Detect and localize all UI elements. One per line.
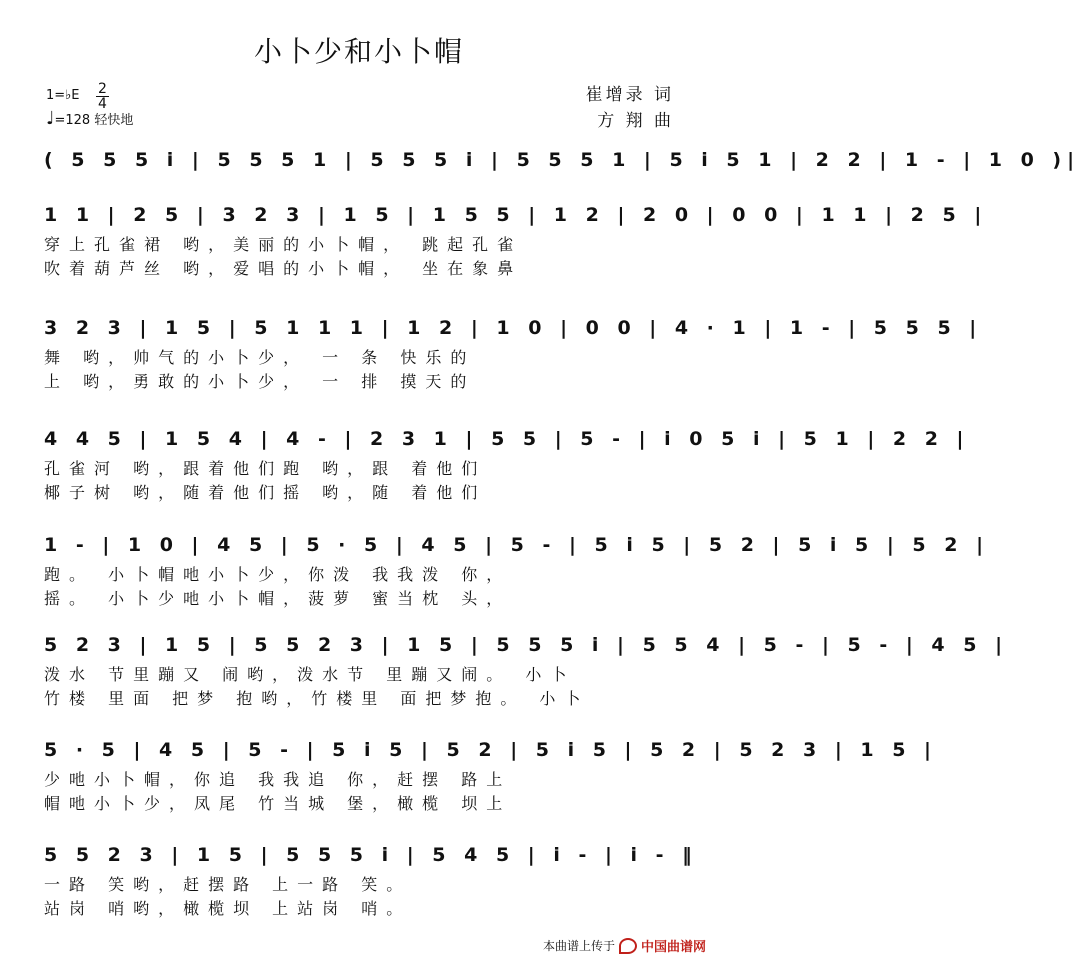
lyric-line: 跑。 小卜帽吔小卜少，你泼 我我泼 你，: [44, 565, 512, 584]
time-signature: [96, 82, 109, 111]
meter-bottom: 4: [98, 96, 107, 112]
notation-row: 5 2 3 | 1 5 | 5 5 2 3 | 1 5 | 5 5 5 i | 5 5 4 | 5 - | 5 - | 4 5 |: [44, 634, 1009, 656]
notation-row: 3 2 3 | 1 5 | 5 1 1 1 | 1 2 | 1 0 | 0 0 | 4 · 1 | 1 - | 5 5 5 |: [44, 317, 983, 339]
lyric-line: 少吔小卜帽，你追 我我追 你，赶摆 路上: [44, 770, 512, 789]
notation-row: 1 1 | 2 5 | 3 2 3 | 1 5 | 1 5 5 | 1 2 | 2 0 | 0 0 | 1 1 | 2 5 |: [44, 204, 988, 226]
lyric-line: 一路 笑哟，赶摆路 上一路 笑。: [44, 875, 412, 894]
page-title: 小卜少和小卜帽: [253, 35, 464, 68]
lyric-line: 椰子树 哟，随着他们摇 哟，随 着他们: [44, 483, 487, 502]
footer: [543, 936, 706, 955]
lyric-line: 摇。 小卜少吔小卜帽，菠萝 蜜当枕 头，: [44, 589, 512, 608]
lyricist: 崔增录 词: [585, 85, 674, 105]
lyric-line: 穿上孔雀裙 哟，美丽的小卜帽， 跳起孔雀: [44, 235, 523, 254]
lyric-line: 孔雀河 哟，跟着他们跑 哟，跟 着他们: [44, 459, 487, 478]
notation-row: 5 · 5 | 4 5 | 5 - | 5 i 5 | 5 2 | 5 i 5 | 5 2 | 5 2 3 | 1 5 |: [44, 739, 937, 761]
lyric-line: 吹着葫芦丝 哟，爱唱的小卜帽， 坐在象鼻: [44, 259, 523, 278]
lyric-line: 竹楼 里面 把梦 抱哟，竹楼里 面把梦抱。 小卜: [44, 689, 590, 708]
footer-text: 本曲谱上传于: [542, 939, 615, 953]
notation-row: 1 - | 1 0 | 4 5 | 5 · 5 | 4 5 | 5 - | 5 i 5 | 5 2 | 5 i 5 | 5 2 |: [44, 534, 990, 556]
lyric-line: 舞 哟，帅气的小卜少， 一 条 快乐的: [44, 348, 476, 367]
quarter-note-icon: ♩: [46, 108, 55, 129]
notation-row: 4 4 5 | 1 5 4 | 4 - | 2 3 1 | 5 5 | 5 - | i 0 5 i | 5 1 | 2 2 |: [44, 428, 970, 450]
notation-row: ( 5 5 5 i | 5 5 5 1 | 5 5 5 i | 5 5 5 1 | 5 i 5 1 | 2 2 | 1 - | 1 0 )|: [44, 149, 1080, 171]
lyric-line: 帽吔小卜少，凤尾 竹当城 堡，橄榄 坝上: [44, 794, 512, 813]
credits: [586, 82, 674, 134]
notation-row: 5 5 2 3 | 1 5 | 5 5 5 i | 5 4 5 | i - | i - ‖: [44, 844, 698, 866]
lyric-line: 站岗 哨哟，橄榄坝 上站岗 哨。: [44, 899, 412, 918]
site-logo-icon: [619, 938, 637, 954]
tempo-marking: [46, 108, 133, 129]
tempo-mark: 轻快地: [94, 113, 134, 128]
composer: 方 翔 曲: [597, 111, 674, 131]
tempo-value: =128: [54, 113, 91, 128]
meter-top: 2: [98, 81, 107, 97]
lyric-line: 泼水 节里蹦又 闹哟，泼水节 里蹦又闹。 小卜: [44, 665, 576, 684]
key-label: 1=♭E: [46, 88, 80, 103]
site-logo: 中国曲谱网: [640, 940, 706, 955]
lyric-line: 上 哟，勇敢的小卜少， 一 排 摸天的: [44, 372, 476, 391]
